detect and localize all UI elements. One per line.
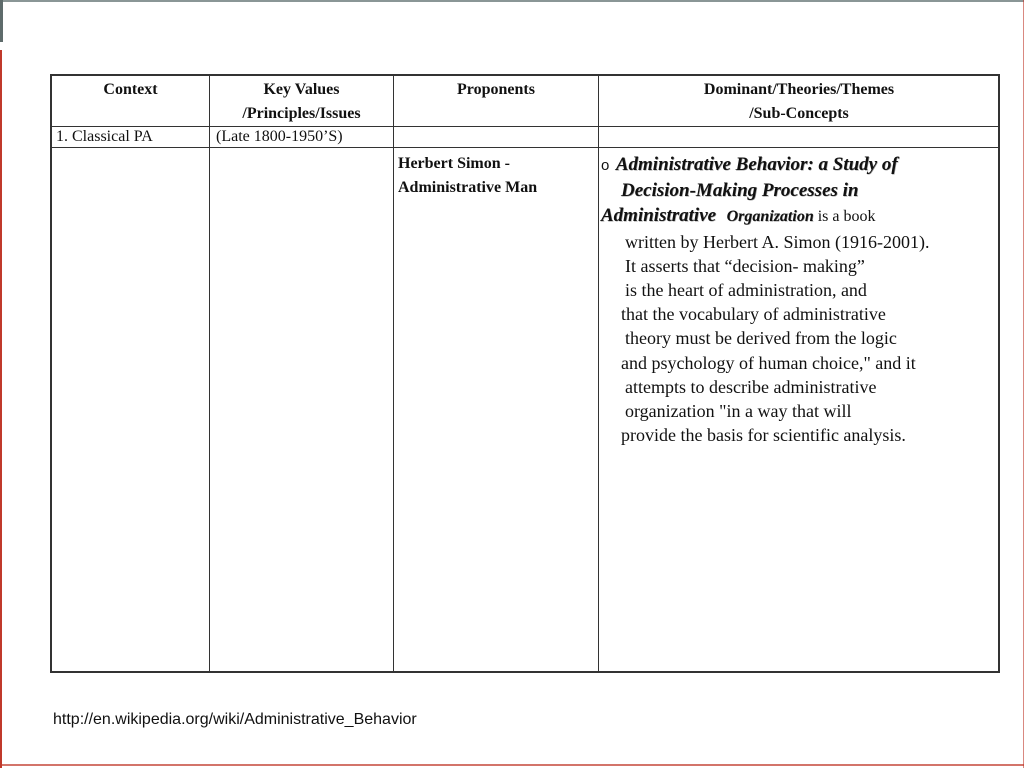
proponent-cell: Herbert Simon - Administrative Man [398,155,538,196]
bottom-rule [0,764,1024,766]
header-proponents: Proponents [457,81,535,98]
row-divider [52,126,998,127]
source-link[interactable]: http://en.wikipedia.org/wiki/Administrative_Behavior [53,711,417,728]
left-accent-bar [0,50,2,768]
book-title: Administrative Behavior: a Study of [615,154,898,175]
row-divider [52,147,998,148]
header-context: Context [103,81,158,98]
column-divider [598,76,599,671]
theme-line: theory must be derived from the logic [625,328,897,349]
column-divider [209,76,210,671]
header-themes: Dominant/Theories/Themes /Sub-Concepts [703,81,895,122]
header-key-values: Key Values /Principles/Issues [242,81,361,122]
theme-cell: o Administrative Behavior: a Study of Decision-Making Processes in Administrative Organization is a book written by Herbert A. Simon (1916-2001). It asserts that “decision- making” is the heart of administration, and that the vocabulary of administrative theory must be derived from the logic and psychology of human choice," and it attempts to describe administrative organization "in a way that will provide the basis for scientific analysis. [601,152,1021,447]
theme-line: written by Herbert A. Simon (1916-2001). [625,231,930,252]
theme-line: attempts to describe administrative [625,376,877,397]
theme-line: organization "in a way that will [625,401,852,422]
theme-line: is the heart of administration, and [625,280,867,301]
row-context-cell: 1. Classical PA [56,128,153,145]
theories-table [50,74,1000,673]
top-rule [0,0,1024,2]
left-top-accent [0,0,3,42]
theme-line: and psychology of human choice," and it [621,352,916,373]
column-divider [393,76,394,671]
bullet-icon: o [601,157,610,174]
theme-line: provide the basis for scientific analysis. [621,425,906,446]
row-key-values-cell: (Late 1800-1950’S) [216,128,343,145]
theme-line: that the vocabulary of administrative [621,304,886,325]
theme-line: It asserts that “decision- making” [625,255,865,276]
